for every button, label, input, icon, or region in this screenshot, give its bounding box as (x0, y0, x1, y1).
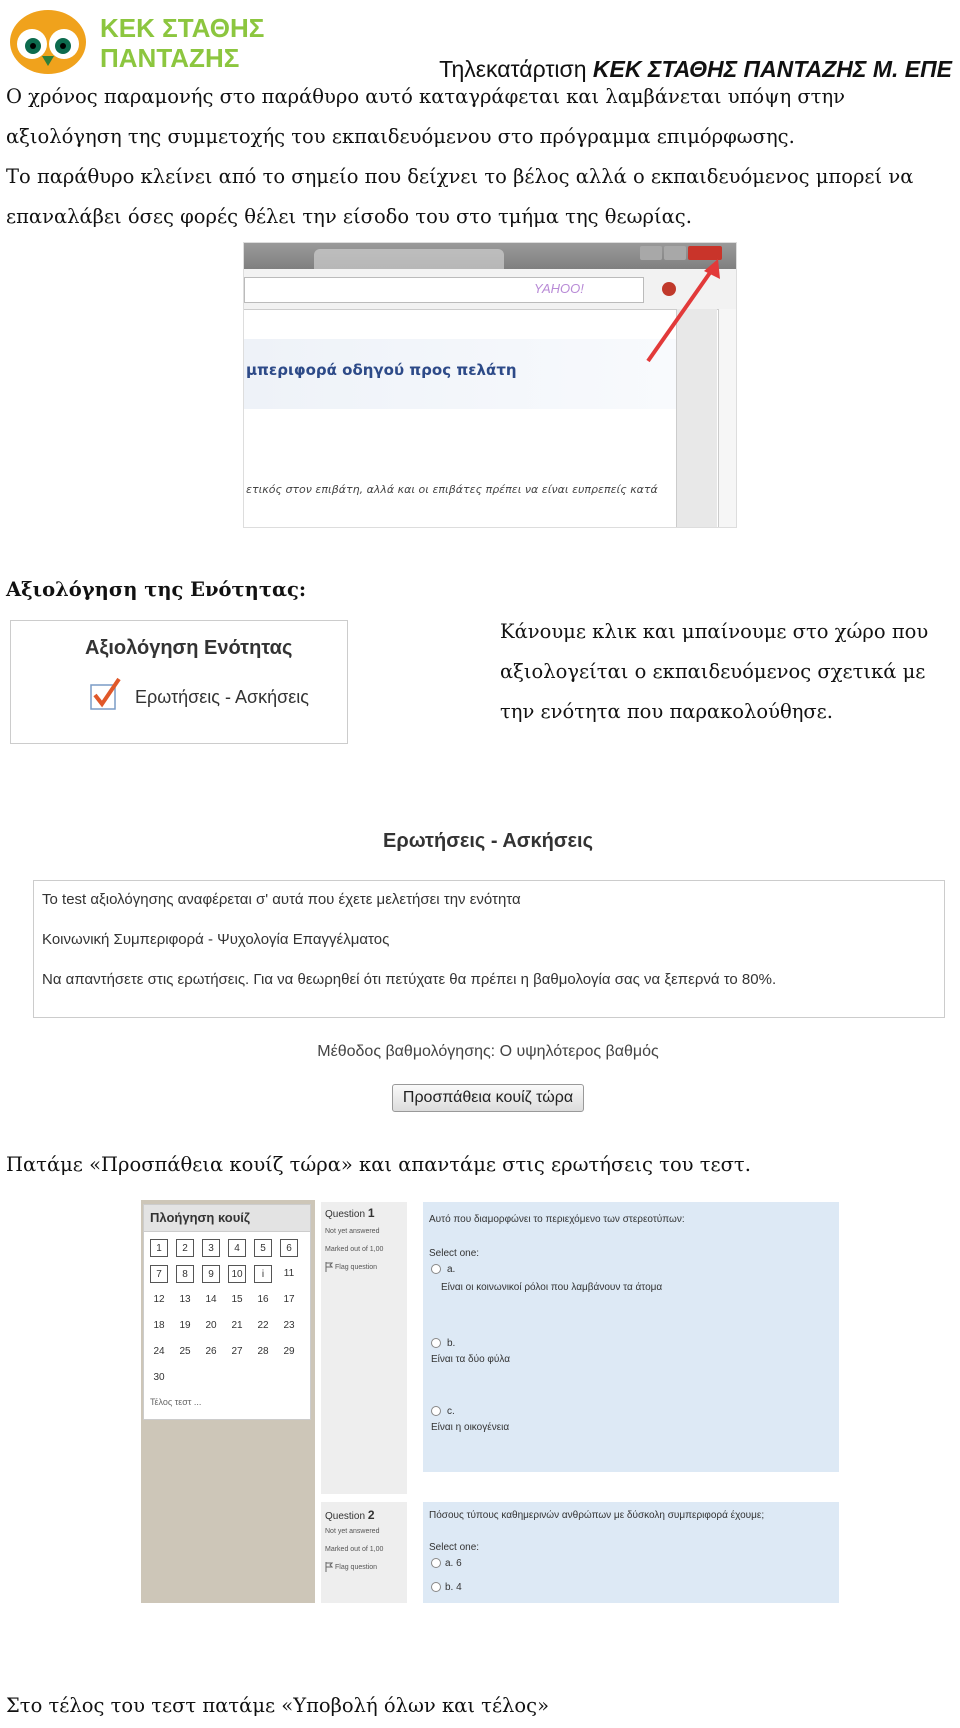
logo-line1: ΚΕΚ ΣΤΑΘΗΣ (100, 13, 265, 43)
quiz-nav-button[interactable]: 16 (257, 1294, 269, 1305)
quiz-nav-button[interactable]: 8 (176, 1265, 194, 1283)
question-2-number: Question 2 (325, 1508, 375, 1522)
quiz-title: Ερωτήσεις - Ασκήσεις (383, 830, 593, 852)
question-2-content (423, 1502, 839, 1603)
quiz-nav-button[interactable]: 9 (202, 1265, 220, 1283)
quiz-navigation-panel (141, 1200, 315, 1603)
flag-icon (325, 1562, 333, 1572)
quiz-nav-button[interactable]: 4 (228, 1239, 246, 1257)
quiz-nav-button[interactable]: 21 (231, 1320, 243, 1331)
question-2-info (321, 1502, 407, 1603)
quiz-nav-button[interactable]: 30 (153, 1372, 165, 1383)
final-instruction-text: Στο τέλος του τεστ πατάμε «Υποβολή όλων και τέλος» (6, 1694, 550, 1717)
question-1-option-b: Είναι τα δύο φύλα (431, 1354, 510, 1365)
question-1-info (321, 1202, 407, 1494)
finish-attempt-link[interactable]: Τέλος τεστ ... (150, 1397, 202, 1407)
quiz-navigation-title: Πλοήγηση κουίζ (144, 1205, 310, 1232)
quiz-nav-button[interactable]: 1 (150, 1239, 168, 1257)
quiz-nav-button[interactable]: 20 (205, 1320, 217, 1331)
quiz-nav-button[interactable]: 10 (228, 1265, 246, 1283)
quiz-nav-button[interactable]: 29 (283, 1346, 295, 1357)
quiz-nav-button[interactable]: 25 (179, 1346, 191, 1357)
quiz-desc-line-1: Το test αξιολόγησης αναφέρεται σ' αυτά που έχετε μελετήσει την ενότητα (42, 891, 521, 908)
quiz-nav-button[interactable]: 11 (283, 1268, 295, 1279)
quiz-desc-line-3: Να απαντήσετε στις ερωτήσεις. Για να θεωρηθεί ότι πετύχατε θα πρέπει η βαθμολογία σας να ξεπερνά το 80%. (42, 971, 777, 988)
question-1-option-b-label: b. (447, 1338, 456, 1349)
evaluation-desc-line-1: Κάνουμε κλικ και μπαίνουμε στο χώρο που (500, 620, 929, 643)
evaluation-box (10, 620, 348, 744)
quiz-nav-button[interactable]: 24 (153, 1346, 165, 1357)
quiz-nav-button[interactable]: 13 (179, 1294, 191, 1305)
attempt-quiz-button[interactable]: Προσπάθεια κουίζ τώρα (392, 1084, 584, 1112)
quiz-nav-button[interactable]: i (254, 1265, 272, 1283)
question-1-option-a: Είναι οι κοινωνικοί ρόλοι που λαμβάνουν τα άτομα (441, 1282, 663, 1293)
quiz-nav-button[interactable]: 27 (231, 1346, 243, 1357)
question-1-radio-c[interactable] (431, 1406, 441, 1416)
quiz-description-box (33, 880, 945, 1018)
red-arrow-icon (244, 243, 736, 527)
quiz-nav-button[interactable]: 23 (283, 1320, 295, 1331)
page-heading: μπεριφορά οδηγού προς πελάτη (246, 361, 517, 379)
question-1-radio-a[interactable] (431, 1264, 441, 1274)
quiz-nav-button[interactable]: 28 (257, 1346, 269, 1357)
logo-line2: ΠΑΝΤΑΖΗΣ (100, 43, 240, 73)
question-1-option-c-label: c. (447, 1406, 455, 1417)
question-1-content (423, 1202, 839, 1472)
question-2-radio-a[interactable] (431, 1558, 441, 1568)
question-2-text: Πόσους τύπους καθημερινών ανθρώπων με δύσκολη συμπεριφορά έχουμε; (429, 1510, 765, 1521)
question-2-option-b: b. 4 (445, 1582, 462, 1593)
question-2-select: Select one: (429, 1542, 480, 1553)
quiz-screenshot (141, 1200, 839, 1603)
evaluation-description (500, 612, 950, 732)
question-1-option-a-label: a. (447, 1264, 456, 1275)
question-1-flag[interactable]: Flag question (335, 1264, 378, 1271)
questions-exercises-link[interactable]: Ερωτήσεις - Ασκήσεις (135, 687, 309, 707)
quiz-nav-button[interactable]: 2 (176, 1239, 194, 1257)
flag-icon (325, 1262, 333, 1272)
quiz-navigation-block (143, 1204, 311, 1420)
quiz-nav-button[interactable]: 6 (280, 1239, 298, 1257)
quiz-nav-button[interactable]: 3 (202, 1239, 220, 1257)
quiz-nav-button[interactable]: 7 (150, 1265, 168, 1283)
intro-line-2: αξιολόγηση της συμμετοχής του εκπαιδευόμενου στο πρόγραμμα επιμόρφωσης. (6, 125, 795, 148)
header-company: ΚΕΚ ΣΤΑΘΗΣ ΠΑΝΤΑΖΗΣ Μ. ΕΠΕ (592, 56, 952, 82)
quiz-nav-button[interactable]: 5 (254, 1239, 272, 1257)
quiz-nav-button[interactable]: 17 (283, 1294, 295, 1305)
intro-line-3: Το παράθυρο κλείνει από το σημείο που δείχνει το βέλος αλλά ο εκπαιδευόμενος μπορεί να (6, 165, 914, 188)
question-1-number: Question 1 (325, 1206, 375, 1220)
header-prefix: Τηλεκατάρτιση (439, 56, 587, 82)
instruction-text: Πατάμε «Προσπάθεια κουίζ τώρα» και απαντάμε στις ερωτήσεις του τεστ. (6, 1153, 751, 1176)
quiz-nav-button[interactable]: 12 (153, 1294, 165, 1305)
question-1-option-c: Είναι η οικογένεια (431, 1422, 510, 1433)
evaluation-heading: Αξιολόγηση της Ενότητας: (6, 578, 307, 601)
quiz-nav-button[interactable]: 14 (205, 1294, 217, 1305)
quiz-nav-button[interactable]: 22 (257, 1320, 269, 1331)
question-1-radio-b[interactable] (431, 1338, 441, 1348)
intro-line-4: επαναλάβει όσες φορές θέλει την είσοδο του στο τμήμα της θεωρίας. (6, 205, 692, 228)
logo (8, 4, 270, 76)
intro-line-1: Ο χρόνος παραμονής στο παράθυρο αυτό καταγράφεται και λαμβάνεται υπόψη στην (6, 85, 845, 108)
checkbox-check-icon (89, 677, 121, 711)
question-2-radio-b[interactable] (431, 1582, 441, 1592)
evaluation-box-title: Αξιολόγηση Ενότητας (85, 637, 293, 659)
question-2-option-a: a. 6 (445, 1558, 462, 1569)
evaluation-desc-line-2: αξιολογείται ο εκπαιδευόμενος σχετικά με (500, 660, 926, 683)
quiz-nav-button[interactable]: 18 (153, 1320, 165, 1331)
quiz-nav-button[interactable]: 19 (179, 1320, 191, 1331)
question-1-marked: Marked out of 1,00 (325, 1246, 384, 1253)
owl-logo-icon (8, 4, 270, 76)
question-2-flag[interactable]: Flag question (335, 1564, 378, 1571)
question-2-status: Not yet answered (325, 1528, 380, 1535)
grading-method: Μέθοδος βαθμολόγησης: Ο υψηλότερος βαθμός (317, 1043, 659, 1060)
question-1-select: Select one: (429, 1248, 480, 1259)
evaluation-desc-line-3: την ενότητα που παρακολούθησε. (500, 700, 833, 723)
quiz-nav-button[interactable]: 15 (231, 1294, 243, 1305)
browser-screenshot (243, 242, 737, 528)
question-1-text: Αυτό που διαμορφώνει το περιεχόμενο των στερεοτύπων: (429, 1214, 685, 1225)
question-2-marked: Marked out of 1,00 (325, 1546, 384, 1553)
quiz-desc-line-2: Κοινωνική Συμπεριφορά - Ψυχολογία Επαγγέλματος (42, 931, 390, 948)
page-body-text: ετικός στον επιβάτη, αλλά και οι επιβάτες πρέπει να είναι ευπρεπείς κατά (246, 483, 658, 496)
quiz-nav-button[interactable]: 26 (205, 1346, 217, 1357)
question-1-status: Not yet answered (325, 1228, 380, 1235)
search-brand: YAHOO! (534, 281, 584, 296)
